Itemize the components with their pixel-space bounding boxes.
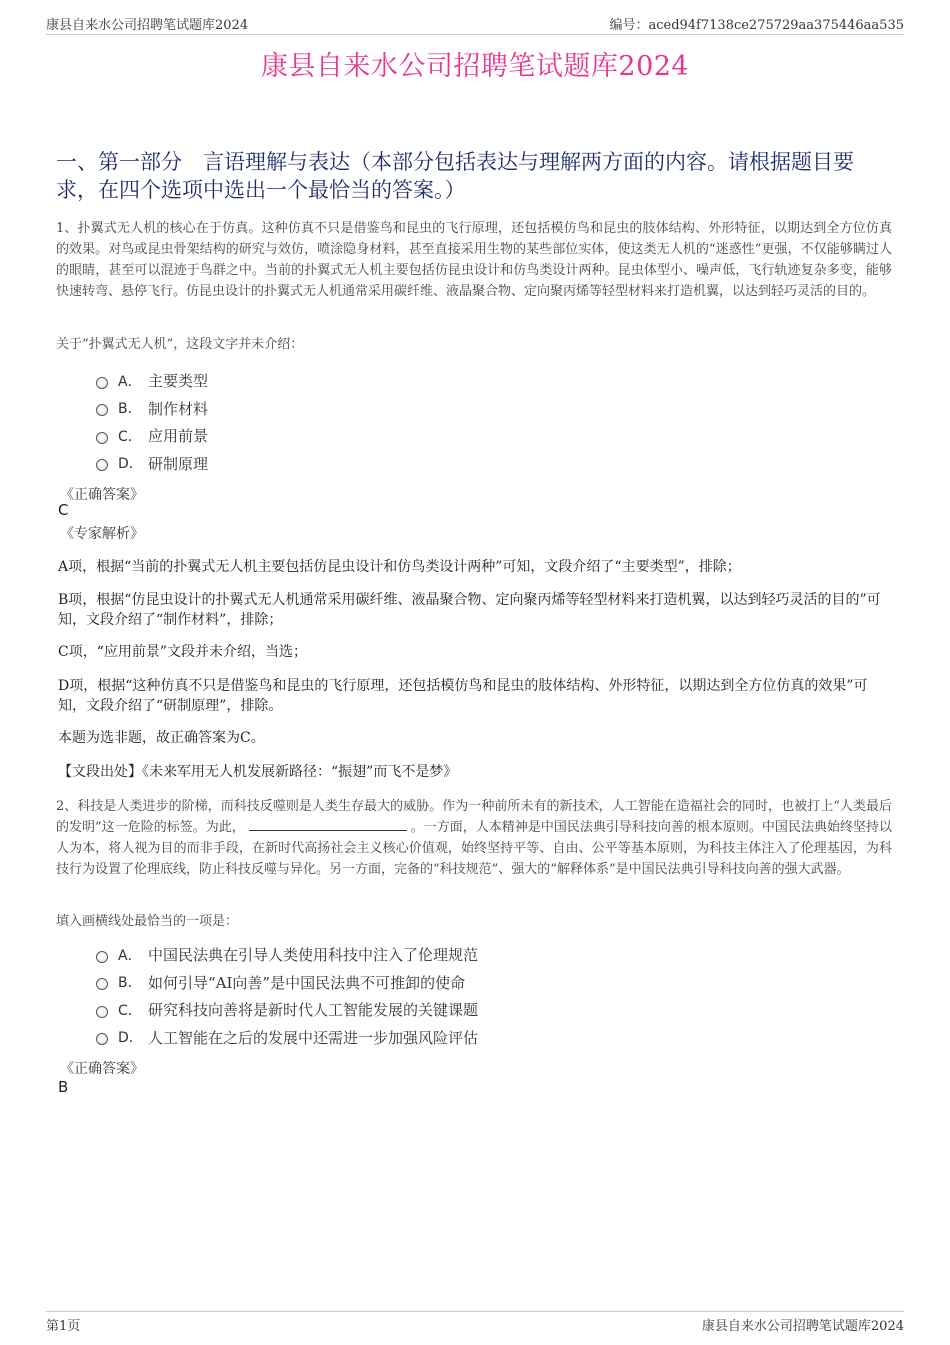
option-text: 应用前景 [148, 427, 209, 446]
option-text: 研究科技向善将是新时代人工智能发展的关键课题 [148, 1001, 479, 1020]
question-1-prompt: 关于“扑翼式无人机”，这段文字并未介绍： [56, 337, 304, 352]
option-text: 主要类型 [148, 372, 209, 391]
analysis-option-b: B项，根据“仿昆虫设计的扑翼式无人机通常采用碳纤维、液晶聚合物、定向聚丙烯等轻型材料来打造机翼，以达到轻巧灵活的目的”可知，文段介绍了“制作材料”，排除； [58, 592, 881, 628]
option-letter: B． [118, 975, 142, 992]
document-title: 康县自来水公司招聘笔试题库2024 [260, 51, 690, 82]
page-number: 第1页 [46, 1319, 81, 1334]
option-text: 研制原理 [148, 454, 209, 473]
analysis-source: 【文段出处】《未来军用无人机发展新路径：“振翅”而飞不是梦》 [58, 764, 458, 780]
question-1-answer-label: 《正确答案》 [60, 487, 144, 503]
question-2-stem-after: 。一方面，人本精神是中国民法典引导科技向善的根本原则。中国民法典始终坚持以人为本，将人视为目的而非手段，在新时代高扬社会主义核心价值观，始终坚持平等、自由、公平等基本原则，为科技主体注入了伦理基因，为科技行为设置了伦理底线，防止科技反噬与异化。另一方面，完备的“科技规范”、强大的“解释体系”是中国民法典引导科技向善的强大武器。 [56, 820, 892, 877]
running-header [46, 14, 904, 35]
radio-button-icon[interactable] [96, 1006, 108, 1018]
question-2-answer-label: 《正确答案》 [60, 1061, 144, 1077]
question-1-stem: 1、扑翼式无人机的核心在于仿真。这种仿真不只是借鉴鸟和昆虫的飞行原理，还包括模仿鸟和昆虫的肢体结构、外形特征，以期达到全方位仿真的效果。对鸟或昆虫骨架结构的研究与效仿，喷涂隐身材料，甚至直接采用生物的某些部位实体，使这类无人机的“迷惑性”更强，不仅能够瞒过人的眼睛，甚至可以混迹于鸟群之中。当前的扑翼式无人机主要包括仿昆虫设计和仿鸟类设计两种。昆虫体型小、噪声低，飞行轨迹复杂多变，能够快速转弯、悬停飞行。仿昆虫设计的扑翼式无人机通常采用碳纤维、液晶聚合物、定向聚丙烯等轻型材料来打造机翼，以达到轻巧灵活的目的。 [56, 221, 892, 299]
radio-button-icon[interactable] [96, 377, 108, 389]
option-letter: D． [118, 1030, 143, 1047]
question-2-option-a[interactable] [96, 941, 478, 969]
footer-title: 康县自来水公司招聘笔试题库2024 [701, 1319, 904, 1334]
analysis-option-a: A项，根据“当前的扑翼式无人机主要包括仿昆虫设计和仿鸟类设计两种”可知，文段介绍了“主要类型”，排除； [58, 559, 741, 575]
question-2-prompt: 填入画横线处最恰当的一项是： [56, 914, 239, 929]
question-1-answer: C [58, 501, 69, 519]
radio-button-icon[interactable] [96, 978, 108, 990]
radio-button-icon[interactable] [96, 459, 108, 471]
question-2-stem-before: 2、科技是人类进步的阶梯，而科技反噬则是人类生存最大的威胁。作为一种前所未有的新技术，人工智能在造福社会的同时，也被打上“人类最后的发明”这一危险的标签。为此， [56, 799, 892, 835]
question-1-option-d[interactable] [96, 450, 208, 478]
radio-button-icon[interactable] [96, 432, 108, 444]
header-document-number: 编号：aced94f7138ce275729aa375446aa535 [609, 18, 904, 33]
question-1-options [96, 367, 208, 477]
analysis-conclusion: 本题为选非题，故正确答案为C。 [58, 730, 265, 746]
option-text: 中国民法典在引导人类使用科技中注入了伦理规范 [148, 946, 479, 965]
option-text: 人工智能在之后的发展中还需进一步加强风险评估 [148, 1028, 479, 1047]
option-letter: C． [118, 428, 142, 445]
radio-button-icon[interactable] [96, 951, 108, 963]
radio-button-icon[interactable] [96, 404, 108, 416]
question-1-option-b[interactable] [96, 395, 208, 423]
analysis-option-d: D项，根据“这种仿真不只是借鉴鸟和昆虫的飞行原理，还包括模仿鸟和昆虫的肢体结构、外形特征，以期达到全方位仿真的效果”可知，文段介绍了“研制原理”，排除。 [58, 678, 868, 714]
question-1-option-a[interactable] [96, 367, 208, 395]
option-letter: B． [118, 401, 142, 418]
analysis-option-c: C项，“应用前景”文段并未介绍，当选； [58, 644, 308, 660]
section-heading: 一、第一部分 言语理解与表达（本部分包括表达与理解两方面的内容。请根据题目要求，在四个选项中选出一个最恰当的答案。） [56, 150, 854, 202]
question-2-answer: B [58, 1078, 69, 1096]
option-letter: C． [118, 1002, 142, 1019]
fill-in-blank [249, 818, 407, 831]
option-text: 制作材料 [148, 399, 209, 418]
question-2-option-c[interactable] [96, 996, 478, 1024]
radio-button-icon[interactable] [96, 1033, 108, 1045]
question-2-options [96, 941, 478, 1051]
question-1-analysis-label: 《专家解析》 [60, 526, 144, 542]
running-footer [46, 1311, 904, 1334]
option-letter: D． [118, 456, 143, 473]
option-text: 如何引导“AI向善”是中国民法典不可推卸的使命 [148, 973, 466, 992]
question-2-stem [56, 796, 892, 880]
option-letter: A． [118, 373, 142, 390]
question-2-option-b[interactable] [96, 969, 478, 997]
question-2-option-d[interactable] [96, 1024, 478, 1052]
option-letter: A． [118, 947, 142, 964]
header-left-title: 康县自来水公司招聘笔试题库2024 [46, 18, 249, 33]
question-1-option-c[interactable] [96, 422, 208, 450]
